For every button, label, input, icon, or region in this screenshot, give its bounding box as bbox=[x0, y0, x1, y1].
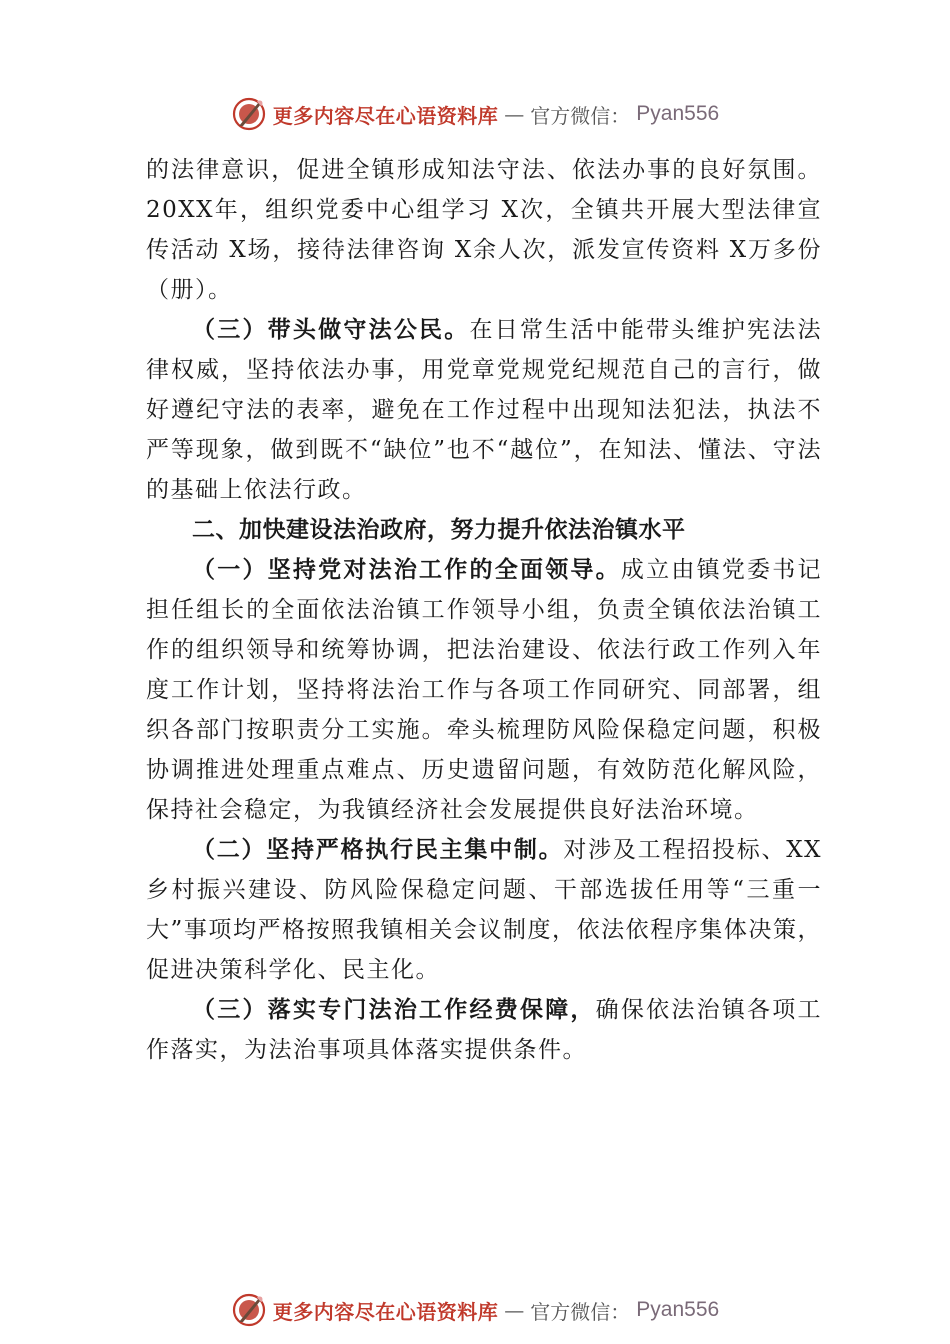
paragraph-text: 确保依法治镇各项工作落实，为法治事项具体落实提供条件。 bbox=[146, 997, 823, 1063]
paragraph-lead: （三）落实专门法治工作经费保障， bbox=[192, 996, 596, 1023]
paragraph-party-leadership bbox=[146, 550, 822, 830]
paragraph-funding bbox=[146, 990, 822, 1070]
paragraph-lead: （一）坚持党对法治工作的全面领导。 bbox=[192, 556, 621, 583]
watermark-wechat-id: Pyan556 bbox=[636, 1298, 720, 1321]
paragraph-text: 在日常生活中能带头维护宪法法律权威，坚持依法办事，用党章党规党纪规范自己的言行，做好遵纪守法的表率，避免在工作过程中出现知法犯法，执法不严等现象，做到既不“缺位”也不“越位”，在知法、懂法、守法的基础上依法行政。 bbox=[146, 317, 823, 503]
paragraph-law-abiding bbox=[146, 310, 822, 510]
watermark-wechat-label: 官方微信： bbox=[530, 103, 631, 128]
watermark-wechat-id: Pyan556 bbox=[636, 102, 720, 125]
watermark-separator: — bbox=[504, 1298, 525, 1322]
watermark-brand: 更多内容尽在心语资料库 bbox=[272, 1299, 499, 1324]
watermark-wechat-label: 官方微信： bbox=[530, 1299, 631, 1324]
section-heading: 二、加快建设法治政府，努力提升依法治镇水平 bbox=[192, 517, 686, 543]
quill-seal-icon bbox=[231, 1292, 267, 1328]
paragraph-lead: （二）坚持严格执行民主集中制。 bbox=[192, 836, 564, 863]
paragraph-lead: （三）带头做守法公民。 bbox=[192, 316, 470, 343]
watermark-brand: 更多内容尽在心语资料库 bbox=[272, 103, 499, 128]
paragraph-democratic-centralism bbox=[146, 830, 822, 990]
header-watermark bbox=[0, 94, 950, 134]
watermark-separator: — bbox=[504, 102, 525, 126]
paragraph-text: 成立由镇党委书记担任组长的全面依法治镇工作领导小组，负责全镇依法治镇工作的组织领导和统筹协调，把法治建设、依法行政工作列入年度工作计划，坚持将法治工作与各项工作同研究、同部署，组织各部门按职责分工实施。牵头梳理防风险保稳定问题，积极协调推进处理重点难点、历史遗留问题，有效防范化解风险，保持社会稳定，为我镇经济社会发展提供良好法治环境。 bbox=[146, 557, 823, 823]
paragraph-legal-awareness: 的法律意识，促进全镇形成知法守法、依法办事的良好氛围。20XX年，组织党委中心组学习 X次，全镇共开展大型法律宣传活动 X场，接待法律咨询 X余人次，派发宣传资料 X万多份（册）。 bbox=[146, 157, 822, 303]
footer-watermark bbox=[0, 1290, 950, 1330]
paragraph-text: 对涉及工程招投标、XX乡村振兴建设、防风险保稳定问题、干部选拔任用等“三重一大”事项均严格按照我镇相关会议制度，依法依程序集体决策，促进决策科学化、民主化。 bbox=[146, 837, 822, 983]
quill-seal-icon bbox=[231, 96, 267, 132]
document-body bbox=[146, 150, 822, 1070]
